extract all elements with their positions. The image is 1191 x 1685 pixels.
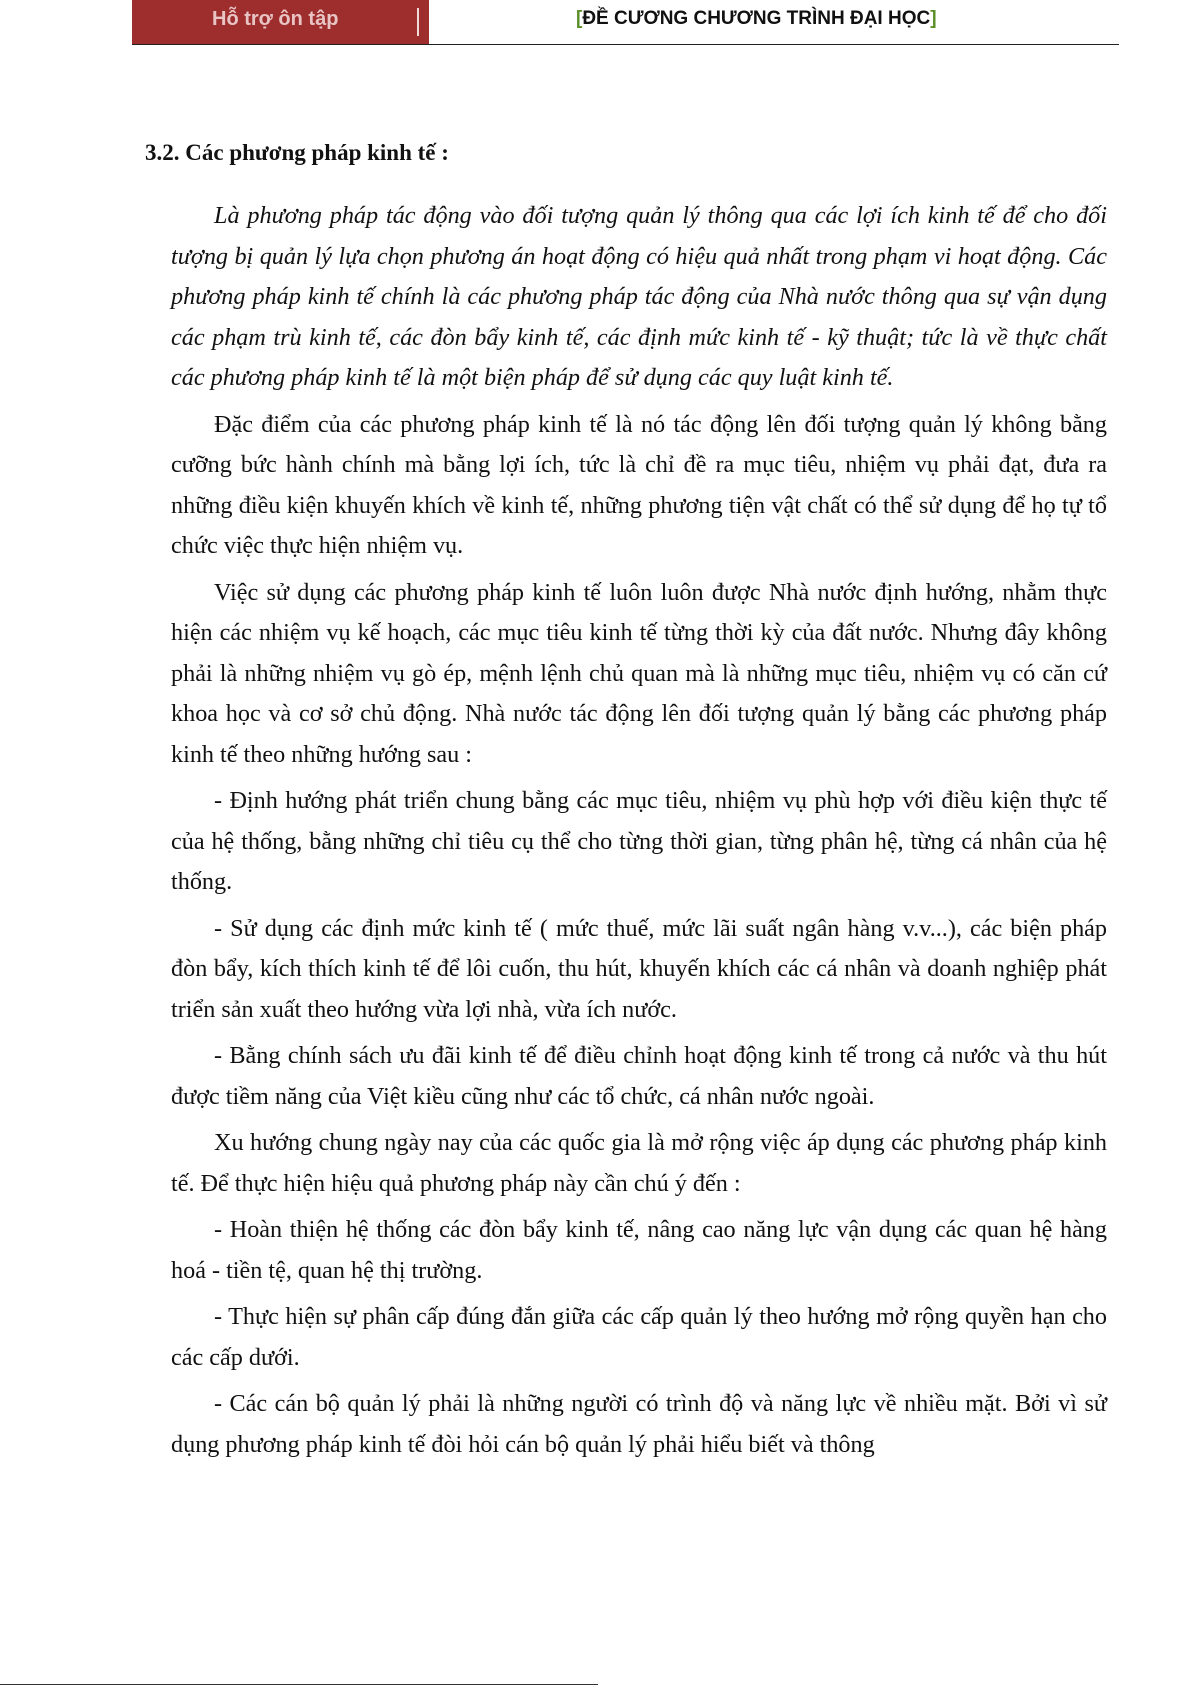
page-header xyxy=(132,0,1119,45)
header-separator xyxy=(417,8,419,36)
list-item-note-3: - Các cán bộ quản lý phải là những người có trình độ và năng lực về nhiều mặt. Bởi vì sử dụng phương pháp kinh tế đòi hỏi cán bộ quản lý phải hiểu biết và thông xyxy=(171,1390,1107,1458)
list-item-note-2: - Thực hiện sự phân cấp đúng đắn giữa các cấp quản lý theo hướng mở rộng quyền hạn cho các cấp dưới. xyxy=(171,1303,1107,1371)
header-tab-label: Hỗ trợ ôn tập xyxy=(212,8,339,30)
header-title-text: ĐỀ CƯƠNG CHƯƠNG TRÌNH ĐẠI HỌC xyxy=(582,8,931,29)
list-item-note-1: - Hoàn thiện hệ thống các đòn bẩy kinh tế, nâng cao năng lực vận dụng các quan hệ hàng hoá - tiền tệ, quan hệ thị trường. xyxy=(171,1216,1107,1284)
paragraph-definition: Là phương pháp tác động vào đối tượng quản lý thông qua các lợi ích kinh tế để cho đối tượng bị quản lý lựa chọn phương án hoạt động có hiệu quả nhất trong phạm vi hoạt động. Các phương pháp kinh tế chính là các phương pháp tác động của Nhà nước thông qua sự vận dụng các phạm trù kinh tế, các đòn bẩy kinh tế, các định mức kinh tế - kỹ thuật; tức là về thực chất các phương pháp kinh tế là một biện pháp để sử dụng các quy luật kinh tế. xyxy=(171,202,1107,391)
list-item-direction-2: - Sử dụng các định mức kinh tế ( mức thuế, mức lãi suất ngân hàng v.v...), các biện pháp đòn bẩy, kích thích kinh tế để lôi cuốn, thu hút, khuyến khích các cá nhân và doanh nghiệp phát triển sản xuất theo hướng vừa lợi nhà, vừa ích nước. xyxy=(171,914,1107,1023)
list-item-direction-3: - Bằng chính sách ưu đãi kinh tế để điều chỉnh hoạt động kinh tế trong cả nước và thu hút được tiềm năng của Việt kiều cũng như các tổ chức, cá nhân nước ngoài. xyxy=(171,1042,1107,1110)
header-bracket-close: ] xyxy=(930,8,937,29)
list-item-direction-1: - Định hướng phát triển chung bằng các mục tiêu, nhiệm vụ phù hợp với điều kiện thực tế của hệ thống, bằng những chỉ tiêu cụ thể cho từng thời gian, từng phân hệ, từng cá nhân của hệ thống. xyxy=(171,787,1107,895)
section-heading: 3.2. Các phương pháp kinh tế : xyxy=(145,140,449,165)
header-tab xyxy=(132,0,429,44)
paragraph-trend: Xu hướng chung ngày nay của các quốc gia là mở rộng việc áp dụng các phương pháp kinh tế. Để thực hiện hiệu quả phương pháp này cần chú ý đến : xyxy=(171,1129,1107,1197)
section-body xyxy=(171,196,1107,1465)
paragraph-state-direction: Việc sử dụng các phương pháp kinh tế luôn luôn được Nhà nước định hướng, nhằm thực hiện các nhiệm vụ kế hoạch, các mục tiêu kinh tế từng thời kỳ của đất nước. Nhưng đây không phải là những nhiệm vụ gò ép, mệnh lệnh chủ quan mà là những mục tiêu, nhiệm vụ có căn cứ khoa học và cơ sở chủ động. Nhà nước tác động lên đối tượng quản lý bằng các phương pháp kinh tế theo những hướng sau : xyxy=(171,578,1107,768)
header-title xyxy=(576,8,937,30)
header-bracket-open: [ xyxy=(576,8,583,29)
paragraph-characteristics: Đặc điểm của các phương pháp kinh tế là nó tác động lên đối tượng quản lý không bằng cưỡng bức hành chính mà bằng lợi ích, tức là chỉ đề ra mục tiêu, nhiệm vụ phải đạt, đưa ra những điều kiện khuyến khích về kinh tế, những phương tiện vật chất có thể sử dụng để họ tự tổ chức việc thực hiện nhiệm vụ. xyxy=(171,410,1107,559)
